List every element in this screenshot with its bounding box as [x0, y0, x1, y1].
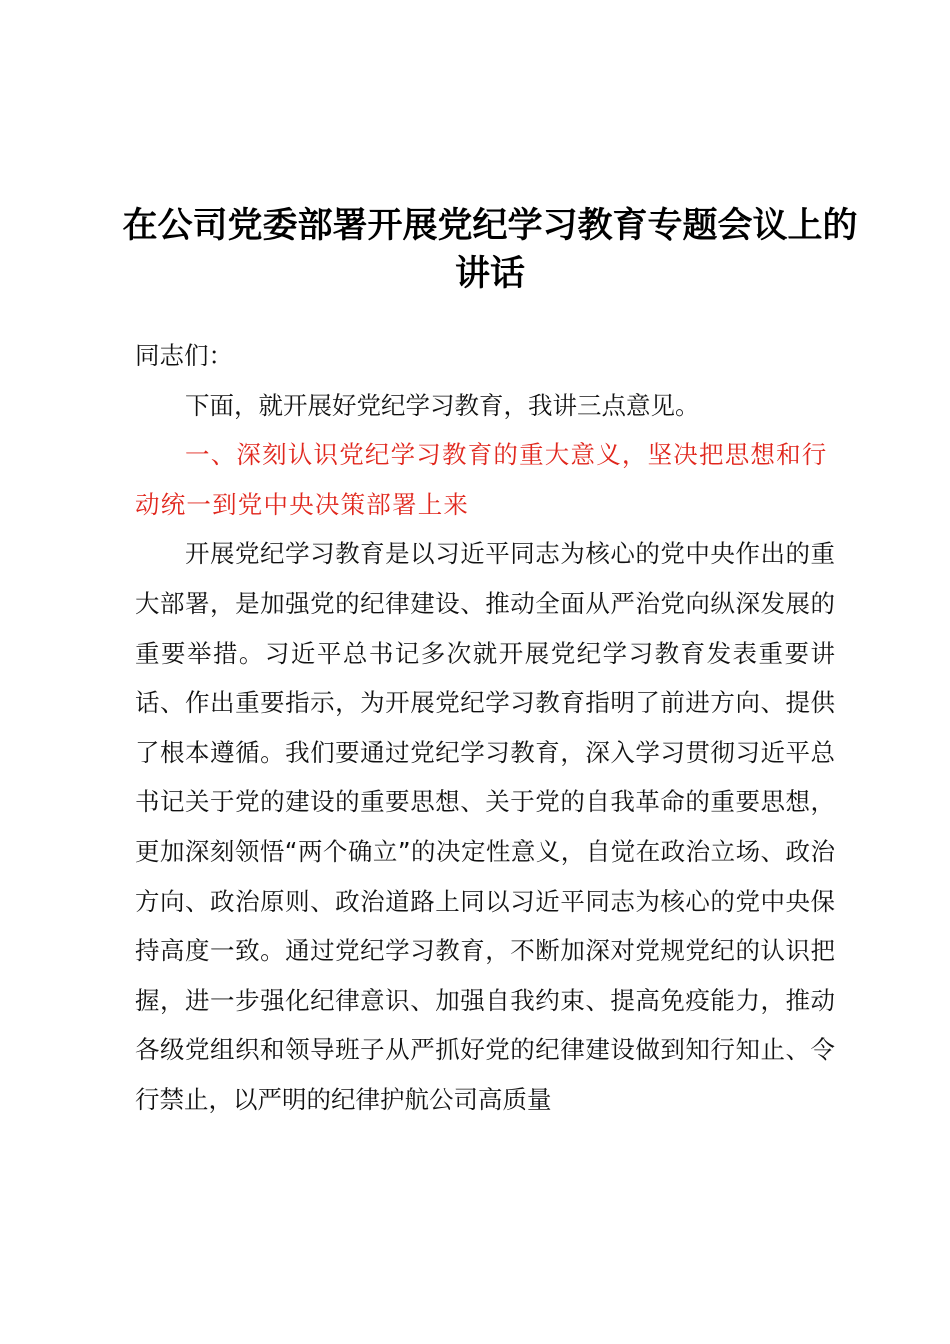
intro-paragraph: 下面，就开展好党纪学习教育，我讲三点意见。: [185, 390, 700, 420]
salutation: 同志们：: [135, 341, 233, 370]
section-one-heading: 一、深刻认识党纪学习教育的重大意义，坚决把思想和行动统一到党中央决策部署上来: [135, 440, 828, 519]
section-one-body: 开展党纪学习教育是以习近平同志为核心的党中央作出的重大部署，是加强党的纪律建设、推动全面从严治党向纵深发展的重要举措。习近平总书记多次就开展党纪学习教育发表重要讲话、作出重要指示，为开展党纪学习教育指明了前进方向、提供了根本遵循。我们要通过党纪学习教育，深入学习贯彻习近平总书记关于党的建设的重要思想、关于党的自我革命的重要思想，更加深刻领悟“两个确立”的决定性意义，自觉在政治立场、政治方向、政治原则、政治道路上同以习近平同志为核心的党中央保持高度一致。通过党纪学习教育，不断加深对党规党纪的认识把握，进一步强化纪律意识、加强自我约束、提高免疫能力，推动各级党组织和领导班子从严抓好党的纪律建设做到知行知止、令行禁止，以严明的纪律护航公司高质量: [135, 539, 835, 1114]
document-title: 在公司党委部署开展党纪学习教育专题会议上的讲话: [122, 206, 858, 294]
document-body: [135, 331, 835, 1125]
